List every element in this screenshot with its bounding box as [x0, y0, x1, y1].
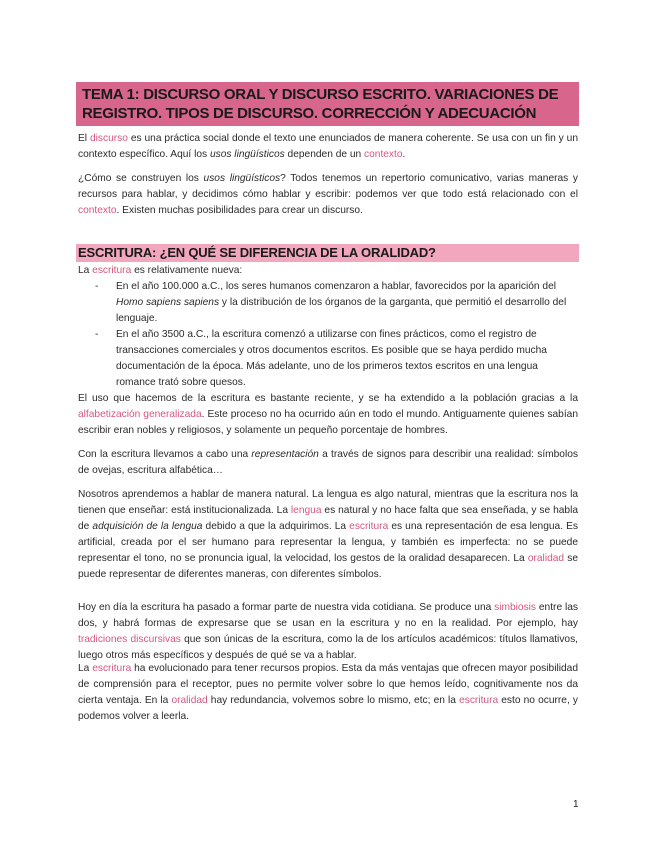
page-number: 1 [573, 799, 579, 810]
paragraph-recursos-propios: La escritura ha evolucionado para tener recursos propios. Esta da más ventajas que ofrecen mayor posibilidad de comprensión para el receptor, pues no permite volver sobre lo que hemos leído, cognitivamente nos da cierta ventaja. En la oralidad hay redundancia, volvemos sobre lo mismo, etc; en la escritura esto no ocurre, y podemos volver a leerla. [78, 663, 578, 722]
paragraph-lengua-natural: Nosotros aprendemos a hablar de manera natural. La lengua es algo natural, mientras que la escritura nos la tienen que enseñar: está institucionalizada. La lengua es natural y no hace falta que sea enseñada, y se habla de adquisición de la lengua debido a que la adquirimos. La escritura es una representación de esa lengua. Es artificial, creada por el ser humano para representar la lengua, y también es imperfecta: no se puede representar el tono, no se pronuncia igual, la velocidad, los gestos de la oralidad desaparecen. La oralidad se puede representar de diferentes maneras, con diferentes símbolos. [78, 489, 579, 580]
bullet-marker: - [95, 329, 99, 340]
page-title: TEMA 1: DISCURSO ORAL Y DISCURSO ESCRITO. VARIACIONES DE REGISTRO. TIPOS DE DISCURSO. CORRECCIÓN Y ADECUACIÓN [82, 86, 559, 122]
bullet-marker: - [95, 281, 99, 292]
list-item: En el año 100.000 a.C., los seres humanos comenzaron a hablar, favorecidos por la aparición del Homo sapiens sapiens y la distribución de los órganos de la garganta, que permitió el desarrollo del lenguaje. [116, 281, 567, 324]
paragraph-alfabetizacion: El uso que hacemos de la escritura es bastante reciente, y se ha extendido a la población gracias a la alfabetización generalizada. Este proceso no ha ocurrido aún en todo el mundo. Antiguamente quienes sabían escribir eran nobles y religiosos, y solamente un pequeño porcentaje de hombres. [78, 393, 578, 436]
section-heading: ESCRITURA: ¿EN QUÉ SE DIFERENCIA DE LA ORALIDAD? [78, 245, 436, 260]
section-lead: La escritura es relativamente nueva: [78, 265, 243, 276]
intro-paragraph-1: El discurso es una práctica social donde el texto une enunciados de manera coherente. Se usa con un fin y un contexto específico. Aquí los usos lingüísticos dependen de un contexto. [78, 133, 578, 160]
paragraph-representacion: Con la escritura llevamos a cabo una representación a través de signos para describir una realidad: símbolos de ovejas, escritura alfabética… [78, 449, 578, 476]
intro-paragraph-2: ¿Cómo se construyen los usos lingüísticos? Todos tenemos un repertorio comunicativo, varias maneras y recursos para hablar, y decidimos cómo hablar y escribir: podemos ver que todo está relacionado con el contexto. Existen muchas posibilidades para crear un discurso. [78, 173, 578, 216]
list-item: En el año 3500 a.C., la escritura comenzó a utilizarse con fines prácticos, como el registro de transacciones comerciales y otros documentos escritos. Es posible que se haya perdido mucha documentación de la época. Más adelante, uno de los primeros textos escritos en una lengua romance trató sobre quesos. [116, 329, 547, 388]
paragraph-simbiosis: Hoy en día la escritura ha pasado a formar parte de nuestra vida cotidiana. Se produce una simbiosis entre las dos, y habrá formas de expresarse que se usan en la escritura y no en la realidad. Por ejemplo, hay tradiciones discursivas que son únicas de la escritura, como la de los artículos académicos: títulos llamativos, luego otros más específicos y después de qué se va a hablar. [78, 602, 579, 661]
